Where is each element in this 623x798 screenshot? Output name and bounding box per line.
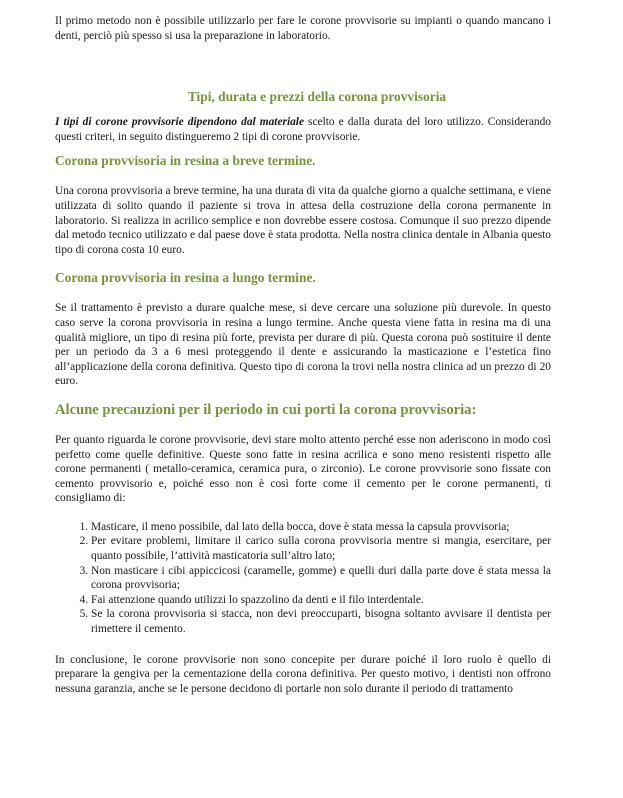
list-item: 2. Per evitare problemi, limitare il carico sulla corona provvisoria mentre si mangia, esercitare, per quanto possibile, l’attività masticatoria sull’altro lato;: [91, 534, 551, 563]
list-item: 3. Non masticare i cibi appiccicosi (caramelle, gomme) e quelli duri dalla parte dove è stata messa la corona provvisoria;: [91, 564, 551, 593]
heading-long-term: Corona provvisoria in resina a lungo termine.: [55, 270, 316, 286]
list-item: 1. Masticare, il meno possibile, dal lato della bocca, dove è stata messa la capsula provvisoria;: [91, 520, 551, 535]
heading-short-term: Corona provvisoria in resina a breve termine.: [55, 153, 316, 169]
section-title-text: Tipi, durata e prezzi della corona provvisoria: [187, 89, 447, 105]
precautions-paragraph: Per quanto riguarda le corone provvisorie, devi stare molto attento perché esse non aderiscono in modo così perfetto come quelle definitive. Queste sono fatte in resina acrilica e sono meno resistenti rispetto alle corone permanenti ( metallo-ceramica, ceramica pura, o zirconio). Le corone provvisorie sono fissate con cemento provvisorio e, poiché esso non è così forte come il cemento per le corone permanenti, ti consigliamo di:: [55, 433, 551, 505]
conclusion-paragraph: In conclusione, le corone provvisorie non sono concepite per durare poiché il loro ruolo è quello di preparare la gengiva per la cementazione della corona definitiva. Per questo motivo, i dentisti non offrono nessuna garanzia, anche se le persone decidono di portarle non solo durante il periodo di trattamento: [55, 653, 551, 695]
precautions-list: [55, 520, 551, 637]
types-paragraph-lead: I tipi di corone provvisorie dipendono dal materiale: [55, 116, 305, 129]
heading-precautions: Alcune precauzioni per il periodo in cui porti la corona provvisoria:: [55, 401, 477, 418]
types-paragraph-rest: scelto e dalla durata del loro utilizzo. Considerando questi criteri, in seguito distingueremo 2 tipi di corone provvisorie.: [55, 116, 552, 143]
long-term-paragraph: Se il trattamento è previsto a durare qualche mese, si deve cercare una soluzione più durevole. In questo caso serve la corona provvisoria in resina a lungo termine. Anche questa viene fatta in resina ma di una qualità migliore, un tipo di resina più forte, prevista per durare di più. Questa corona può sostituire il dente per un periodo da 3 a 6 mesi proteggendo il dente e assicurando la masticazione e l’estetica fino all’applicazione della corona definitiva. Questo tipo di corona la trovi nella nostra clinica ad un prezzo di 20 euro.: [55, 302, 551, 388]
types-paragraph: [55, 115, 551, 144]
short-term-paragraph: Una corona provvisoria a breve termine, ha una durata di vita da qualche giorno a qualche settimana, e viene utilizzata di solito quando il paziente si trova in attesa della costruzione della corona permanente in laboratorio. Si realizza in acrilico semplice e non dovrebbe essere costosa. Comunque il suo prezzo dipende dal metodo tecnico utilizzato e dal paese dove è stata prodotta. Nella nostra clinica dentale in Albania questo tipo di corona costa 10 euro.: [55, 185, 551, 256]
list-item: 5. Se la corona provvisoria si stacca, non devi preoccuparti, bisogna soltanto avvisare il dentista per rimettere il cemento.: [91, 607, 551, 636]
intro-paragraph: Il primo metodo non è possibile utilizzarlo per fare le corone provvisorie su impianti o quando mancano i denti, perciò più spesso si usa la preparazione in laboratorio.: [55, 15, 551, 42]
list-item: 4. Fai attenzione quando utilizzi lo spazzolino da denti e il filo interdentale.: [91, 593, 551, 608]
section-title: [55, 89, 551, 105]
